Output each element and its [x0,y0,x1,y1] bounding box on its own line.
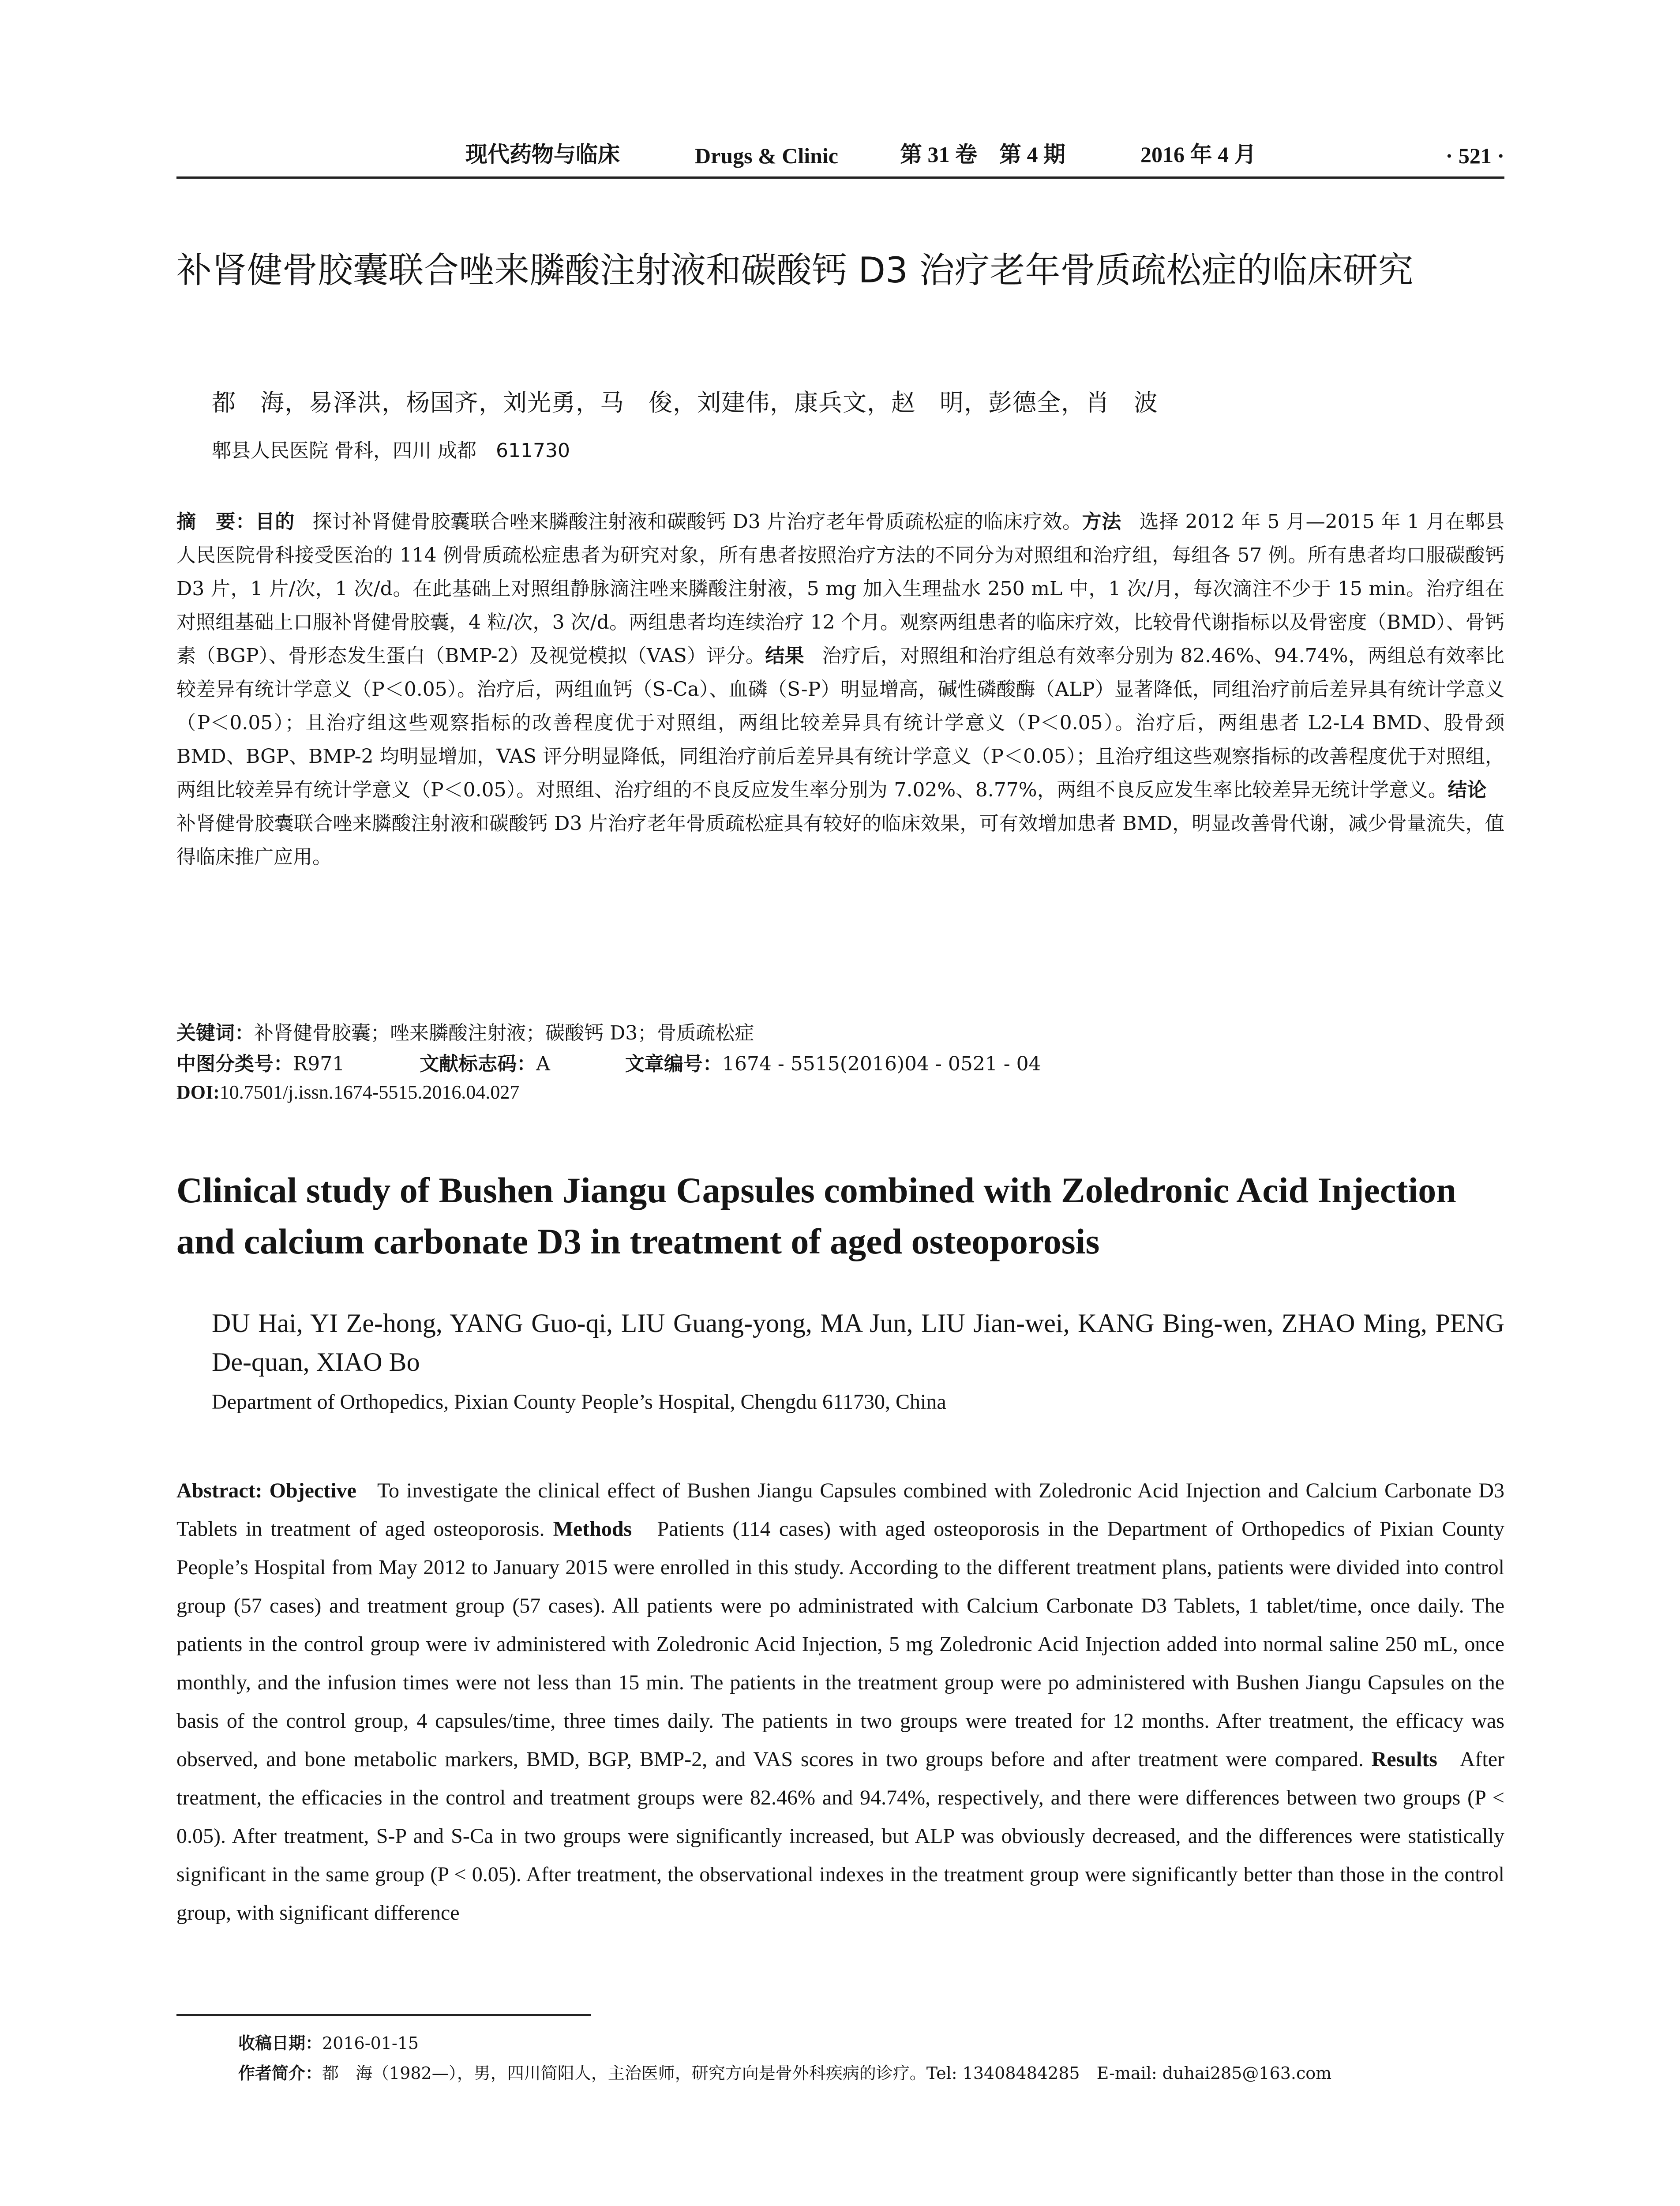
author-bio-label: 作者简介： [238,2063,322,2083]
objective-label: 目的 [255,510,295,533]
methods-label: 方法 [1082,510,1121,533]
en-results-text: After treatment, the efficacies in the control and treatment groups were 82.46% and 94.74%, respectively, and there were differences between two groups (P < 0.05). After treatment, S-P and S-Ca in two groups were significantly increased, but ALP was obviously decreased, and the differences were statistically significant in the same group (P < 0.05). After treatment, the observational indexes in the treatment group were significantly better than those in the control group, with significant difference [176,1748,1505,1925]
english-authors: DU Hai, YI Ze-hong, YANG Guo-qi, LIU Guang-yong, MA Jun, LIU Jian-wei, KANG Bing-wen, ZHAO Ming, PENG De-quan, XIAO Bo [212,1309,1504,1377]
abstract-label: 摘 要： [176,510,255,533]
chinese-abstract [176,505,1504,874]
clc-value: R971 [293,1053,345,1075]
issue-date: 2016 年 4 月 [1140,142,1256,167]
article-number-label: 文章编号： [625,1053,722,1075]
page-number: · 521 · [1445,143,1504,168]
journal-name-cn: 现代药物与临床 [465,142,620,167]
received-value: 2016-01-15 [322,2033,419,2053]
english-affiliation: Department of Orthopedics, Pixian County People’s Hospital, Chengdu 611730, China [212,1390,946,1414]
english-title: Clinical study of Bushen Jiangu Capsules combined with Zoledronic Acid Injection and calcium carbonate D3 in treatment of aged osteoporosis [176,1170,1456,1261]
conclusion-text: 补肾健骨胶囊联合唑来膦酸注射液和碳酸钙 D3 片治疗老年骨质疏松症具有较好的临床效果，可有效增加患者 BMD，明显改善骨代谢，减少骨量流失，值得临床推广应用。 [176,812,1504,868]
en-methods-label: Methods [553,1517,632,1541]
keywords-text: 补肾健骨胶囊；唑来膦酸注射液；碳酸钙 D3；骨质疏松症 [254,1022,754,1044]
chinese-title: 补肾健骨胶囊联合唑来膦酸注射液和碳酸钙 D3 治疗老年骨质疏松症的临床研究 [176,250,1414,291]
chinese-affiliation: 郫县人民医院 骨科，四川 成都 611730 [212,439,570,462]
methods-text: 选择 2012 年 5 月—2015 年 1 月在郫县人民医院骨科接受医治的 114 例骨质疏松症患者为研究对象，所有患者按照治疗方法的不同分为对照组和治疗组，每组各 57 例。所有患者均口服碳酸钙 D3 片，1 片/次，1 次/d。在此基础上对照组静脉滴注唑来膦酸注射液，5 mg 加入生理盐水 250 mL 中，1 次/月，每次滴注不少于 15 min。治疗组在对照组基础上口服补肾健骨胶囊，4 粒/次，3 次/d。两组患者均连续治疗 12 个月。观察两组患者的临床疗效，比较骨代谢指标以及骨密度（BMD）、骨钙素（BGP）、骨形态发生蛋白（BMP-2）及视觉模拟（VAS）评分。 [176,510,1505,667]
article-page [176,0,1504,2206]
received-label: 收稿日期： [238,2033,322,2053]
chinese-authors: 都 海，易泽洪，杨国齐，刘光勇，马 俊，刘建伟，康兵文，赵 明，彭德全，肖 波 [212,389,1158,416]
article-number-value: 1674 - 5515(2016)04 - 0521 - 04 [722,1053,1041,1075]
en-objective-label: Objective [269,1479,356,1502]
doi-label: DOI: [176,1081,220,1103]
classification-line [176,1048,1504,1076]
author-bio-footnote [238,2060,1331,2084]
doc-code-label: 文献标志码： [420,1053,536,1075]
en-abstract-label: Abstract: [176,1479,262,1502]
author-bio-text: 都 海（1982—），男，四川简阳人，主治医师，研究方向是骨外科疾病的诊疗。Tel: 13408484285 E-mail: duhai285@163.com [322,2063,1332,2083]
footnote-separator [176,2014,591,2016]
received-date-footnote [238,2030,419,2054]
conclusion-label: 结论 [1448,779,1487,801]
doi-value[interactable]: 10.7501/j.issn.1674-5515.2016.04.027 [219,1081,520,1103]
doc-code-value: A [536,1053,550,1075]
en-methods-text: Patients (114 cases) with aged osteoporosis in the Department of Orthopedics of Pixian County People’s Hospital from May 2012 to January 2015 were enrolled in this study. According to the different treatment plans, patients were divided into control group (57 cases) and treatment group (57 cases). All patients were po administrated with Calcium Carbonate D3 Tablets, 1 tablet/time, once daily. The patients in the control group were iv administered with Zoledronic Acid Injection, 5 mg Zoledronic Acid Injection added into normal saline 250 mL, once monthly, and the infusion times were not less than 15 min. The patients in the treatment group were po administered with Bushen Jiangu Capsules on the basis of the control group, 4 capsules/time, three times daily. The patients in two groups were treated for 12 months. After treatment, the efficacy was observed, and bone metabolic markers, BMD, BGP, BMP-2, and VAS scores in two groups before and after treatment were compared. [176,1517,1505,1771]
keywords-label: 关键词： [176,1022,254,1044]
journal-name-en: Drugs & Clinic [695,143,838,168]
running-header [176,137,1504,179]
volume-issue: 第 31 卷 第 4 期 [900,142,1065,167]
results-label: 结果 [765,645,804,667]
results-text: 治疗后，对照组和治疗组总有效率分别为 82.46%、94.74%，两组总有效率比较差异有统计学意义（P＜0.05）。治疗后，两组血钙（S-Ca）、血磷（S-P）明显增高，碱性磷酸酶（ALP）显著降低，同组治疗前后差异具有统计学意义（P＜0.05）；且治疗组这些观察指标的改善程度优于对照组，两组比较差异具有统计学意义（P＜0.05）。治疗后，两组患者 L2-L4 BMD、股骨颈 BMD、BGP、BMP-2 均明显增加，VAS 评分明显降低，同组治疗前后差异具有统计学意义（P＜0.05）；且治疗组这些观察指标的改善程度优于对照组，两组比较差异有统计学意义（P＜0.05）。对照组、治疗组的不良反应发生率分别为 7.02%、8.77%，两组不良反应发生率比较差异无统计学意义。 [176,645,1505,801]
objective-text: 探讨补肾健骨胶囊联合唑来膦酸注射液和碳酸钙 D3 片治疗老年骨质疏松症的临床疗效。 [312,510,1082,533]
doi-line [176,1081,519,1103]
en-objective-text: To investigate the clinical effect of Bushen Jiangu Capsules combined with Zoledronic Acid Injection and Calcium Carbonate D3 Tablets in treatment of aged osteoporosis. [176,1479,1505,1541]
english-abstract [176,1471,1504,1932]
en-results-label: Results [1371,1748,1437,1771]
chinese-keywords [176,1017,1504,1045]
clc-label: 中图分类号： [176,1053,293,1075]
